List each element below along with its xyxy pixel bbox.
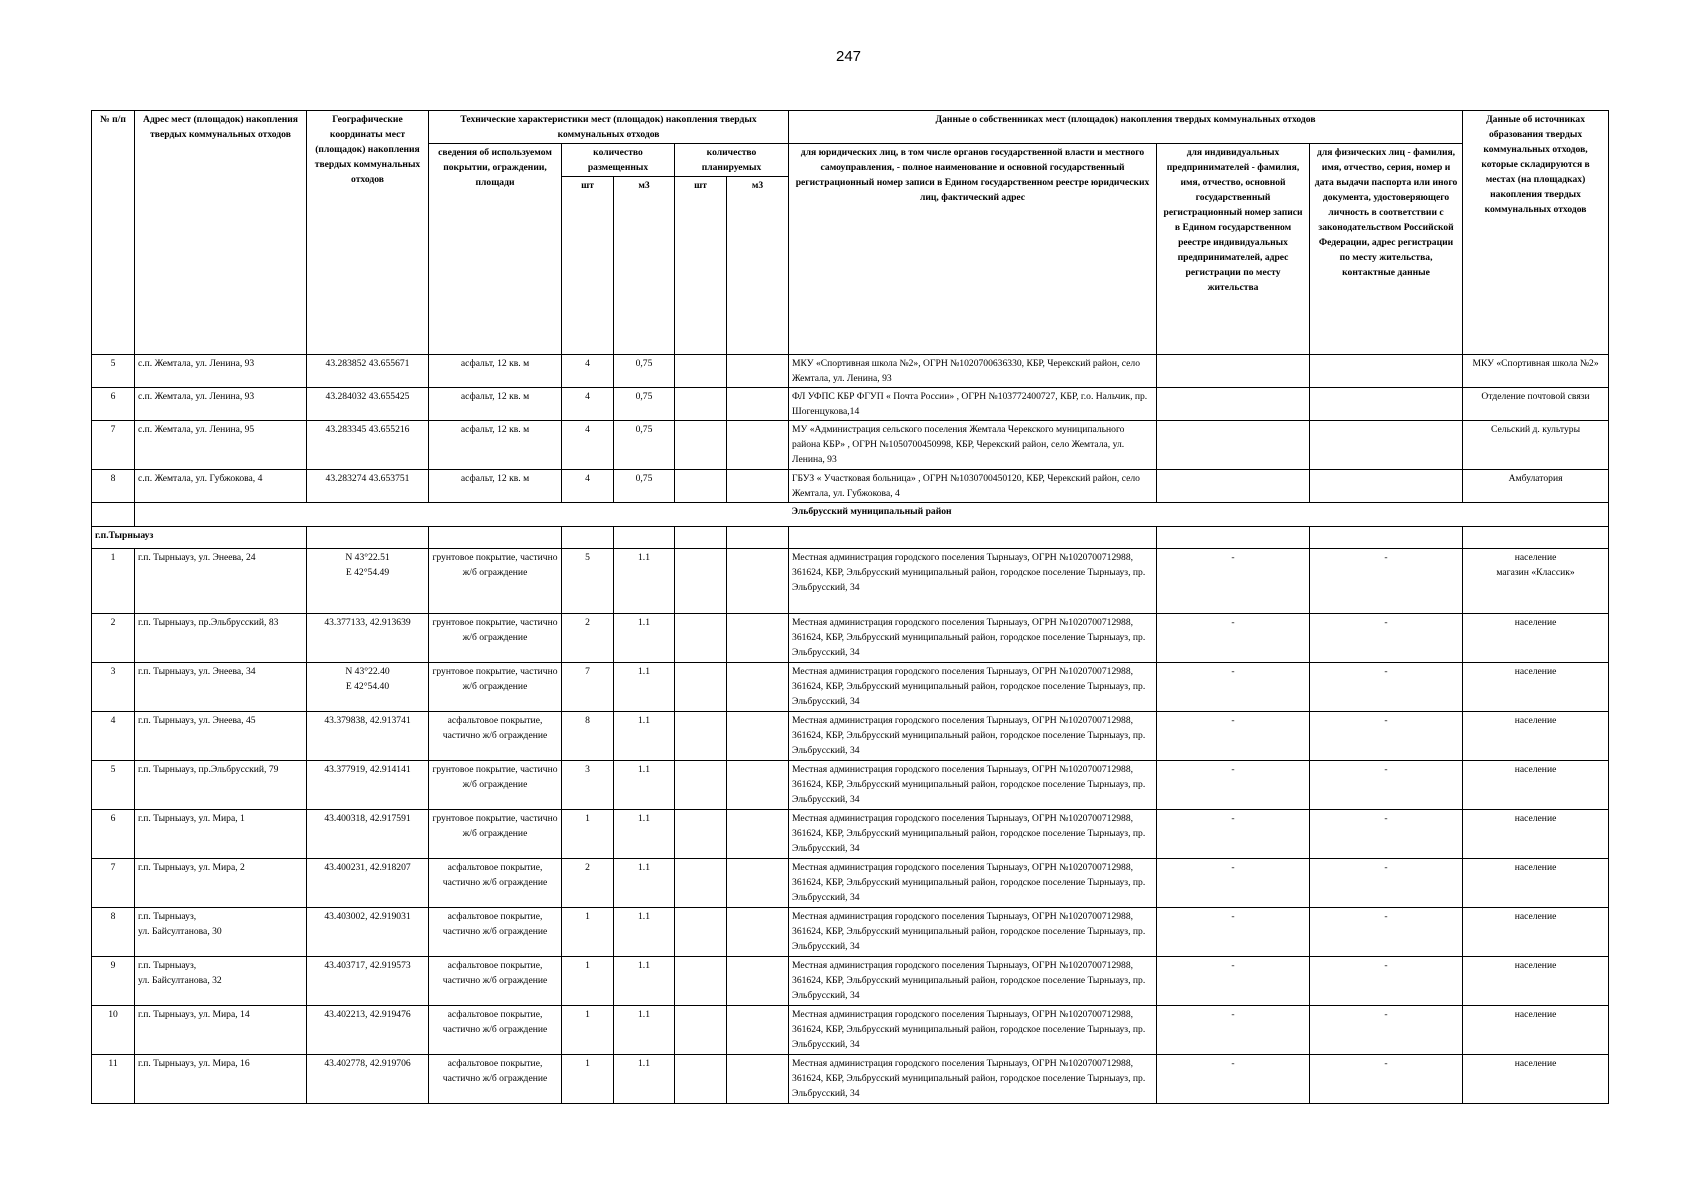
site-address: г.п. Тырныауз, ул. Мира, 16 [135,1055,307,1104]
containers-placed-volume: 1.1 [614,1055,675,1104]
owner-individual: - [1310,810,1463,859]
site-surface: асфальтовое покрытие, частично ж/б ограждение [429,1006,562,1055]
containers-planned-volume [727,470,789,503]
containers-placed-count: 1 [562,908,614,957]
site-coordinates: 43.377133, 42.913639 [307,614,429,663]
containers-placed-count: 3 [562,761,614,810]
site-coordinates: 43.283345 43.655216 [307,421,429,470]
site-address: г.п. Тырныауз, ул. Энеева, 45 [135,712,307,761]
waste-source: Амбулатория [1463,470,1609,503]
site-address: г.п. Тырныауз, ул. Мира, 14 [135,1006,307,1055]
owner-legal-entity: ФЛ УФПС КБР ФГУП « Почта России» , ОГРН №103772400727, КБР, г.о. Нальчик, пр. Шогенцукова,14 [789,388,1157,421]
waste-source: население [1463,1006,1609,1055]
header-phys: для физических лиц - фамилия, имя, отчество, серия, номер и дата выдачи паспорта или иного документа, удостоверяющего личность в соответствии с законодательством Российской Федерации, адрес регистрации по месту жительства, контактные данные [1310,144,1463,355]
containers-placed-count: 2 [562,614,614,663]
containers-planned-volume [727,810,789,859]
site-surface: грунтовое покрытие, частично ж/б ограждение [429,549,562,614]
site-surface: асфальт, 12 кв. м [429,421,562,470]
containers-planned-count [675,957,727,1006]
site-address: г.п. Тырныауз, ул. Байсултанова, 32 [135,957,307,1006]
containers-planned-count [675,712,727,761]
containers-planned-volume [727,614,789,663]
owner-individual: - [1310,957,1463,1006]
containers-placed-count: 1 [562,810,614,859]
header-coords: Географические координаты мест (площадок) накопления твердых коммунальных отходов [307,111,429,355]
row-number: 1 [92,549,135,614]
header-unit-m3-planned: м3 [727,177,789,355]
containers-placed-volume: 1.1 [614,1006,675,1055]
containers-planned-count [675,908,727,957]
header-qty-placed: количество размещенных [562,144,675,177]
owner-individual-entrepreneur: - [1157,908,1310,957]
region-title: Эльбрусский муниципальный район [135,503,1609,527]
settlement-empty-cell [429,527,562,549]
site-address: с.п. Жемтала, ул. Ленина, 95 [135,421,307,470]
containers-planned-count [675,614,727,663]
row-number: 7 [92,859,135,908]
row-number: 6 [92,810,135,859]
owner-legal-entity: МКУ «Спортивная школа №2», ОГРН №1020700636330, КБР, Черекский район, село Жемтала, ул. Ленина, 93 [789,355,1157,388]
row-number: 5 [92,761,135,810]
containers-planned-volume [727,1055,789,1104]
containers-placed-volume: 1.1 [614,810,675,859]
owner-individual [1310,470,1463,503]
containers-placed-count: 4 [562,388,614,421]
containers-placed-volume: 1.1 [614,908,675,957]
owner-individual-entrepreneur: - [1157,663,1310,712]
site-surface: асфальтовое покрытие, частично ж/б ограждение [429,859,562,908]
header-address: Адрес мест (площадок) накопления твердых коммунальных отходов [135,111,307,355]
site-address: с.п. Жемтала, ул. Ленина, 93 [135,355,307,388]
row-number: 11 [92,1055,135,1104]
containers-placed-count: 7 [562,663,614,712]
owner-individual-entrepreneur [1157,355,1310,388]
site-coordinates: 43.402213, 42.919476 [307,1006,429,1055]
site-coordinates: 43.403717, 42.919573 [307,957,429,1006]
site-coordinates: 43.377919, 42.914141 [307,761,429,810]
containers-planned-count [675,1006,727,1055]
header-unit-sht: шт [562,177,614,355]
owner-individual-entrepreneur: - [1157,549,1310,614]
table-row [92,712,1609,761]
header-unit-m3: м3 [614,177,675,355]
site-coordinates: 43.379838, 42.913741 [307,712,429,761]
owner-legal-entity: Местная администрация городского поселения Тырныауз, ОГРН №1020700712988, 361624, КБР, Эльбрусский муниципальный район, городское поселение Тырныауз, пр. Эльбрусский, 34 [789,549,1157,614]
site-address: г.п. Тырныауз, пр.Эльбрусский, 83 [135,614,307,663]
containers-placed-count: 1 [562,1055,614,1104]
site-address: с.п. Жемтала, ул. Ленина, 93 [135,388,307,421]
header-unit-sht-planned: шт [675,177,727,355]
owner-individual-entrepreneur: - [1157,1055,1310,1104]
containers-placed-volume: 1.1 [614,549,675,614]
site-address: г.п. Тырныауз, ул. Энеева, 34 [135,663,307,712]
waste-source: население [1463,1055,1609,1104]
row-number: 5 [92,355,135,388]
site-surface: асфальт, 12 кв. м [429,355,562,388]
containers-planned-count [675,355,727,388]
table-row [92,663,1609,712]
owner-individual: - [1310,712,1463,761]
containers-planned-volume [727,859,789,908]
containers-planned-volume [727,355,789,388]
site-coordinates: N 43°22.51 E 42°54.49 [307,549,429,614]
header-owners: Данные о собственниках мест (площадок) накопления твердых коммунальных отходов [789,111,1463,144]
waste-source: население магазин «Классик» [1463,549,1609,614]
row-number: 7 [92,421,135,470]
waste-source: Отделение почтовой связи [1463,388,1609,421]
owner-individual-entrepreneur: - [1157,1006,1310,1055]
containers-planned-volume [727,421,789,470]
row-number: 6 [92,388,135,421]
owner-legal-entity: ГБУЗ « Участковая больница» , ОГРН №1030700450120, КБР, Черекский район, село Жемтала, ул. Губжокова, 4 [789,470,1157,503]
table-body-zhemtala [92,355,1609,503]
containers-placed-volume: 1.1 [614,761,675,810]
waste-source: население [1463,712,1609,761]
owner-individual: - [1310,663,1463,712]
site-surface: грунтовое покрытие, частично ж/б ограждение [429,663,562,712]
owner-legal-entity: Местная администрация городского поселения Тырныауз, ОГРН №1020700712988, 361624, КБР, Эльбрусский муниципальный район, городское поселение Тырныауз, пр. Эльбрусский, 34 [789,663,1157,712]
row-number: 8 [92,470,135,503]
settlement-empty-cell [614,527,675,549]
containers-planned-volume [727,761,789,810]
table-row [92,421,1609,470]
table-row [92,614,1609,663]
containers-placed-count: 2 [562,859,614,908]
row-number: 3 [92,663,135,712]
table-row [92,1055,1609,1104]
containers-placed-count: 4 [562,470,614,503]
owner-legal-entity: Местная администрация городского поселения Тырныауз, ОГРН №1020700712988, 361624, КБР, Эльбрусский муниципальный район, городское поселение Тырныауз, пр. Эльбрусский, 34 [789,614,1157,663]
site-address: г.п. Тырныауз, ул. Байсултанова, 30 [135,908,307,957]
settlement-empty-cell [1157,527,1310,549]
owner-individual-entrepreneur: - [1157,712,1310,761]
site-coordinates: 43.400318, 42.917591 [307,810,429,859]
site-surface: асфальтовое покрытие, частично ж/б ограждение [429,957,562,1006]
owner-legal-entity: Местная администрация городского поселения Тырныауз, ОГРН №1020700712988, 361624, КБР, Эльбрусский муниципальный район, городское поселение Тырныауз, пр. Эльбрусский, 34 [789,810,1157,859]
site-surface: грунтовое покрытие, частично ж/б ограждение [429,614,562,663]
table-row [92,957,1609,1006]
site-address: с.п. Жемтала, ул. Губжокова, 4 [135,470,307,503]
waste-source: население [1463,614,1609,663]
owner-legal-entity: Местная администрация городского поселения Тырныауз, ОГРН №1020700712988, 361624, КБР, Эльбрусский муниципальный район, городское поселение Тырныауз, пр. Эльбрусский, 34 [789,712,1157,761]
row-number: 9 [92,957,135,1006]
containers-placed-count: 8 [562,712,614,761]
containers-planned-volume [727,908,789,957]
containers-placed-count: 5 [562,549,614,614]
table-body-tyrnyauz [92,549,1609,1104]
containers-placed-volume: 0,75 [614,470,675,503]
settlement-empty-cell [789,527,1157,549]
site-coordinates: 43.283852 43.655671 [307,355,429,388]
site-coordinates: N 43°22.40 E 42°54.40 [307,663,429,712]
waste-source: население [1463,663,1609,712]
header-legal: для юридических лиц, в том числе органов государственной власти и местного самоуправления, - полное наименование и основной государственный регистрационный номер записи в Едином государственном реестре юридических лиц, фактический адрес [789,144,1157,355]
containers-placed-count: 4 [562,421,614,470]
header-surface: сведения об используемом покрытии, ограждении, площади [429,144,562,355]
table-row [92,549,1609,614]
containers-placed-count: 4 [562,355,614,388]
owner-legal-entity: Местная администрация городского поселения Тырныауз, ОГРН №1020700712988, 361624, КБР, Эльбрусский муниципальный район, городское поселение Тырныауз, пр. Эльбрусский, 34 [789,761,1157,810]
table-row [92,470,1609,503]
owner-legal-entity: Местная администрация городского поселения Тырныауз, ОГРН №1020700712988, 361624, КБР, Эльбрусский муниципальный район, городское поселение Тырныауз, пр. Эльбрусский, 34 [789,908,1157,957]
owner-legal-entity: Местная администрация городского поселения Тырныауз, ОГРН №1020700712988, 361624, КБР, Эльбрусский муниципальный район, городское поселение Тырныауз, пр. Эльбрусский, 34 [789,1006,1157,1055]
settlement-empty-cell [675,527,727,549]
region-spacer-cell [92,503,135,527]
waste-source: МКУ «Спортивная школа №2» [1463,355,1609,388]
settlement-title: г.п.Тырныауз [92,527,307,549]
owner-individual-entrepreneur [1157,470,1310,503]
owner-individual-entrepreneur: - [1157,761,1310,810]
settlement-empty-cell [727,527,789,549]
owner-individual-entrepreneur: - [1157,810,1310,859]
containers-placed-volume: 0,75 [614,421,675,470]
site-coordinates: 43.402778, 42.919706 [307,1055,429,1104]
settlement-empty-cell [307,527,429,549]
site-coordinates: 43.284032 43.655425 [307,388,429,421]
row-number: 2 [92,614,135,663]
owner-legal-entity: МУ «Администрация сельского поселения Жемтала Черекского муниципального района КБР» , ОГРН №1050700450998, КБР, Черекский район, село Жемтала, ул. Ленина, 93 [789,421,1157,470]
header-sources: Данные об источниках образования твердых коммунальных отходов, которые складируются в местах (на площадках) накопления твердых коммунальных отходов [1463,111,1609,355]
owner-individual-entrepreneur [1157,421,1310,470]
owner-individual: - [1310,549,1463,614]
settlement-empty-cell [1310,527,1463,549]
waste-source: Сельский д. культуры [1463,421,1609,470]
site-surface: асфальт, 12 кв. м [429,470,562,503]
site-address: г.п. Тырныауз, ул. Мира, 1 [135,810,307,859]
containers-planned-count [675,761,727,810]
owner-individual-entrepreneur: - [1157,859,1310,908]
containers-placed-volume: 1.1 [614,663,675,712]
owner-individual [1310,388,1463,421]
site-surface: асфальт, 12 кв. м [429,388,562,421]
containers-planned-volume [727,663,789,712]
table-header [92,111,1609,355]
row-number: 10 [92,1006,135,1055]
containers-planned-volume [727,1006,789,1055]
table-row [92,1006,1609,1055]
containers-planned-volume [727,712,789,761]
owner-legal-entity: Местная администрация городского поселения Тырныауз, ОГРН №1020700712988, 361624, КБР, Эльбрусский муниципальный район, городское поселение Тырныауз, пр. Эльбрусский, 34 [789,859,1157,908]
waste-source: население [1463,859,1609,908]
site-address: г.п. Тырныауз, ул. Энеева, 24 [135,549,307,614]
containers-planned-volume [727,957,789,1006]
containers-planned-count [675,859,727,908]
containers-placed-count: 1 [562,957,614,1006]
site-coordinates: 43.283274 43.653751 [307,470,429,503]
containers-placed-count: 1 [562,1006,614,1055]
site-surface: грунтовое покрытие, частично ж/б ограждение [429,761,562,810]
owner-legal-entity: Местная администрация городского поселения Тырныауз, ОГРН №1020700712988, 361624, КБР, Эльбрусский муниципальный район, городское поселение Тырныауз, пр. Эльбрусский, 34 [789,957,1157,1006]
waste-sites-register-table [91,110,1609,1104]
table-row [92,355,1609,388]
containers-planned-count [675,810,727,859]
page-number: 247 [835,48,862,65]
site-surface: асфальтовое покрытие, частично ж/б ограждение [429,1055,562,1104]
owner-individual: - [1310,761,1463,810]
owner-individual: - [1310,1006,1463,1055]
site-surface: асфальтовое покрытие, частично ж/б ограждение [429,908,562,957]
containers-planned-count [675,1055,727,1104]
containers-placed-volume: 1.1 [614,614,675,663]
site-surface: асфальтовое покрытие, частично ж/б ограждение [429,712,562,761]
owner-individual [1310,355,1463,388]
table-row [92,810,1609,859]
owner-individual-entrepreneur: - [1157,614,1310,663]
waste-source: население [1463,761,1609,810]
table-row [92,908,1609,957]
site-coordinates: 43.400231, 42.918207 [307,859,429,908]
header-num: № п/п [92,111,135,355]
containers-planned-count [675,421,727,470]
containers-planned-count [675,549,727,614]
owner-individual [1310,421,1463,470]
waste-source: население [1463,957,1609,1006]
owner-individual-entrepreneur: - [1157,957,1310,1006]
containers-planned-count [675,470,727,503]
containers-planned-volume [727,388,789,421]
containers-planned-count [675,388,727,421]
owner-legal-entity: Местная администрация городского поселения Тырныауз, ОГРН №1020700712988, 361624, КБР, Эльбрусский муниципальный район, городское поселение Тырныауз, пр. Эльбрусский, 34 [789,1055,1157,1104]
region-section [92,503,1609,549]
site-address: г.п. Тырныауз, ул. Мира, 2 [135,859,307,908]
site-coordinates: 43.403002, 42.919031 [307,908,429,957]
containers-placed-volume: 1.1 [614,712,675,761]
containers-placed-volume: 1.1 [614,957,675,1006]
row-number: 8 [92,908,135,957]
containers-placed-volume: 0,75 [614,388,675,421]
owner-individual-entrepreneur [1157,388,1310,421]
header-qty-planned: количество планируемых [675,144,789,177]
settlement-empty-cell [1463,527,1609,549]
header-ip: для индивидуальных предпринимателей - фамилия, имя, отчество, основной государственный регистрационный номер записи в Едином государственном реестре индивидуальных предпринимателей, адрес регистрации по месту жительства [1157,144,1310,355]
owner-individual: - [1310,908,1463,957]
waste-source: население [1463,908,1609,957]
waste-source: население [1463,810,1609,859]
site-address: г.п. Тырныауз, пр.Эльбрусский, 79 [135,761,307,810]
header-tech: Технические характеристики мест (площадок) накопления твердых коммунальных отходов [429,111,789,144]
owner-individual: - [1310,614,1463,663]
containers-planned-count [675,663,727,712]
containers-planned-volume [727,549,789,614]
table-row [92,388,1609,421]
settlement-empty-cell [562,527,614,549]
table-row [92,761,1609,810]
row-number: 4 [92,712,135,761]
containers-placed-volume: 1.1 [614,859,675,908]
table-row [92,859,1609,908]
owner-individual: - [1310,1055,1463,1104]
containers-placed-volume: 0,75 [614,355,675,388]
site-surface: грунтовое покрытие, частично ж/б ограждение [429,810,562,859]
owner-individual: - [1310,859,1463,908]
